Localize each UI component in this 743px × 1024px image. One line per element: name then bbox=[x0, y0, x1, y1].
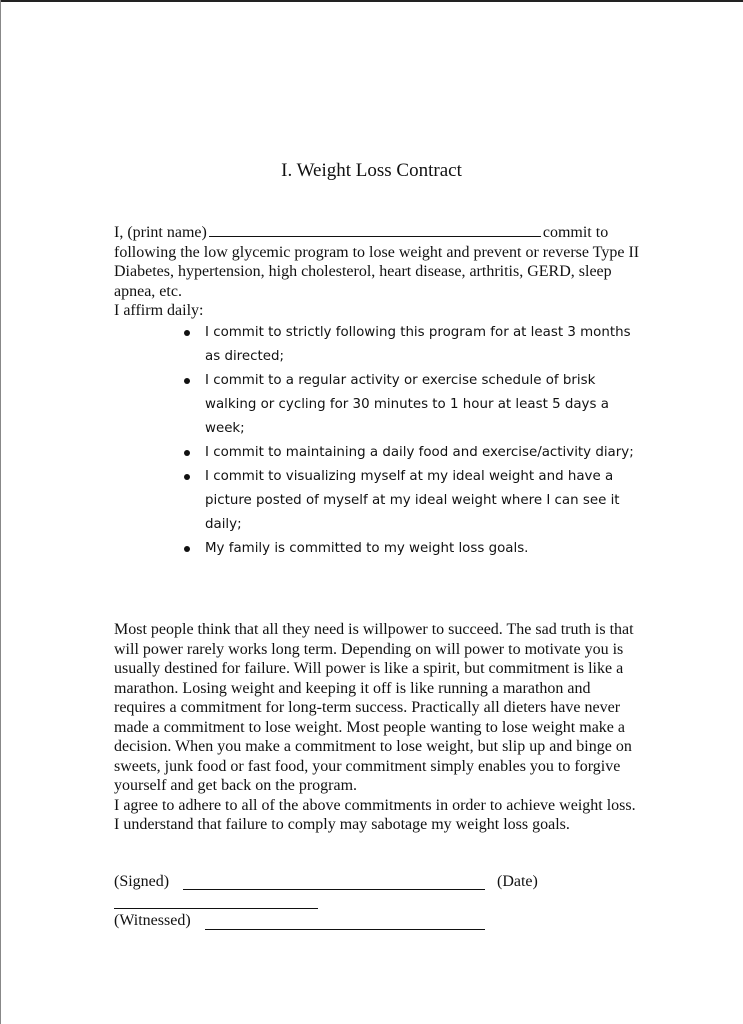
witness-signature-line[interactable] bbox=[205, 929, 485, 930]
bullet-icon bbox=[184, 546, 190, 552]
bullet-icon bbox=[184, 330, 190, 336]
list-item: I commit to a regular activity or exercise schedule of brisk walking or cycling for 30 minutes to 1 hour at least 5 days a week; bbox=[182, 369, 642, 441]
commitment-list bbox=[182, 321, 642, 561]
bullet-icon bbox=[184, 378, 190, 384]
document-title: I. Weight Loss Contract bbox=[281, 160, 462, 181]
scan-left-edge bbox=[0, 0, 1, 1024]
bullet-icon bbox=[184, 450, 190, 456]
scan-top-edge bbox=[0, 0, 743, 2]
date-label: (Date) bbox=[497, 873, 538, 890]
body-text bbox=[114, 620, 642, 835]
list-item: I commit to visualizing myself at my ideal weight and have a picture posted of myself at my ideal weight where I can see it daily; bbox=[182, 465, 642, 537]
date-line[interactable] bbox=[114, 908, 318, 909]
bullet-icon bbox=[184, 474, 190, 480]
agreement-paragraph: I agree to adhere to all of the above commitments in order to achieve weight loss. I understand that failure to comply may sabotage my weight loss goals. bbox=[114, 796, 636, 833]
list-item: I commit to maintaining a daily food and exercise/activity diary; bbox=[182, 441, 642, 465]
intro-statement bbox=[114, 222, 644, 321]
intro-prefix: I, (print name) bbox=[114, 224, 207, 241]
willpower-paragraph: Most people think that all they need is willpower to succeed. The sad truth is that will power rarely works long term. Depending on will power to motivate you is usually destined for failure. Will power is like a spirit, but commitment is like a marathon. Losing weight and keeping it off is like running a marathon and requires a commitment for long-term success. Practically all dieters have never made a commitment to lose weight. Most people wanting to lose weight make a decision. When you make a commitment to lose weight, but slip up and binge on sweets, junk food or fast food, your commitment simply enables you to forgive yourself and get back on the program. bbox=[114, 621, 634, 794]
signature-line[interactable] bbox=[183, 889, 485, 890]
affirm-label: I affirm daily: bbox=[114, 302, 204, 319]
signed-label: (Signed) bbox=[114, 873, 170, 890]
intro-rest: following the low glycemic program to lose weight and prevent or reverse Type II Diabetes, hypertension, high cholesterol, heart disease, arthritis, GERD, sleep apnea, etc. bbox=[114, 243, 640, 300]
list-item: My family is committed to my weight loss goals. bbox=[182, 537, 642, 561]
witnessed-label: (Witnessed) bbox=[114, 912, 191, 929]
print-name-line[interactable] bbox=[209, 222, 541, 237]
intro-suffix: commit to bbox=[542, 224, 609, 241]
list-item: I commit to strictly following this program for at least 3 months as directed; bbox=[182, 321, 642, 369]
